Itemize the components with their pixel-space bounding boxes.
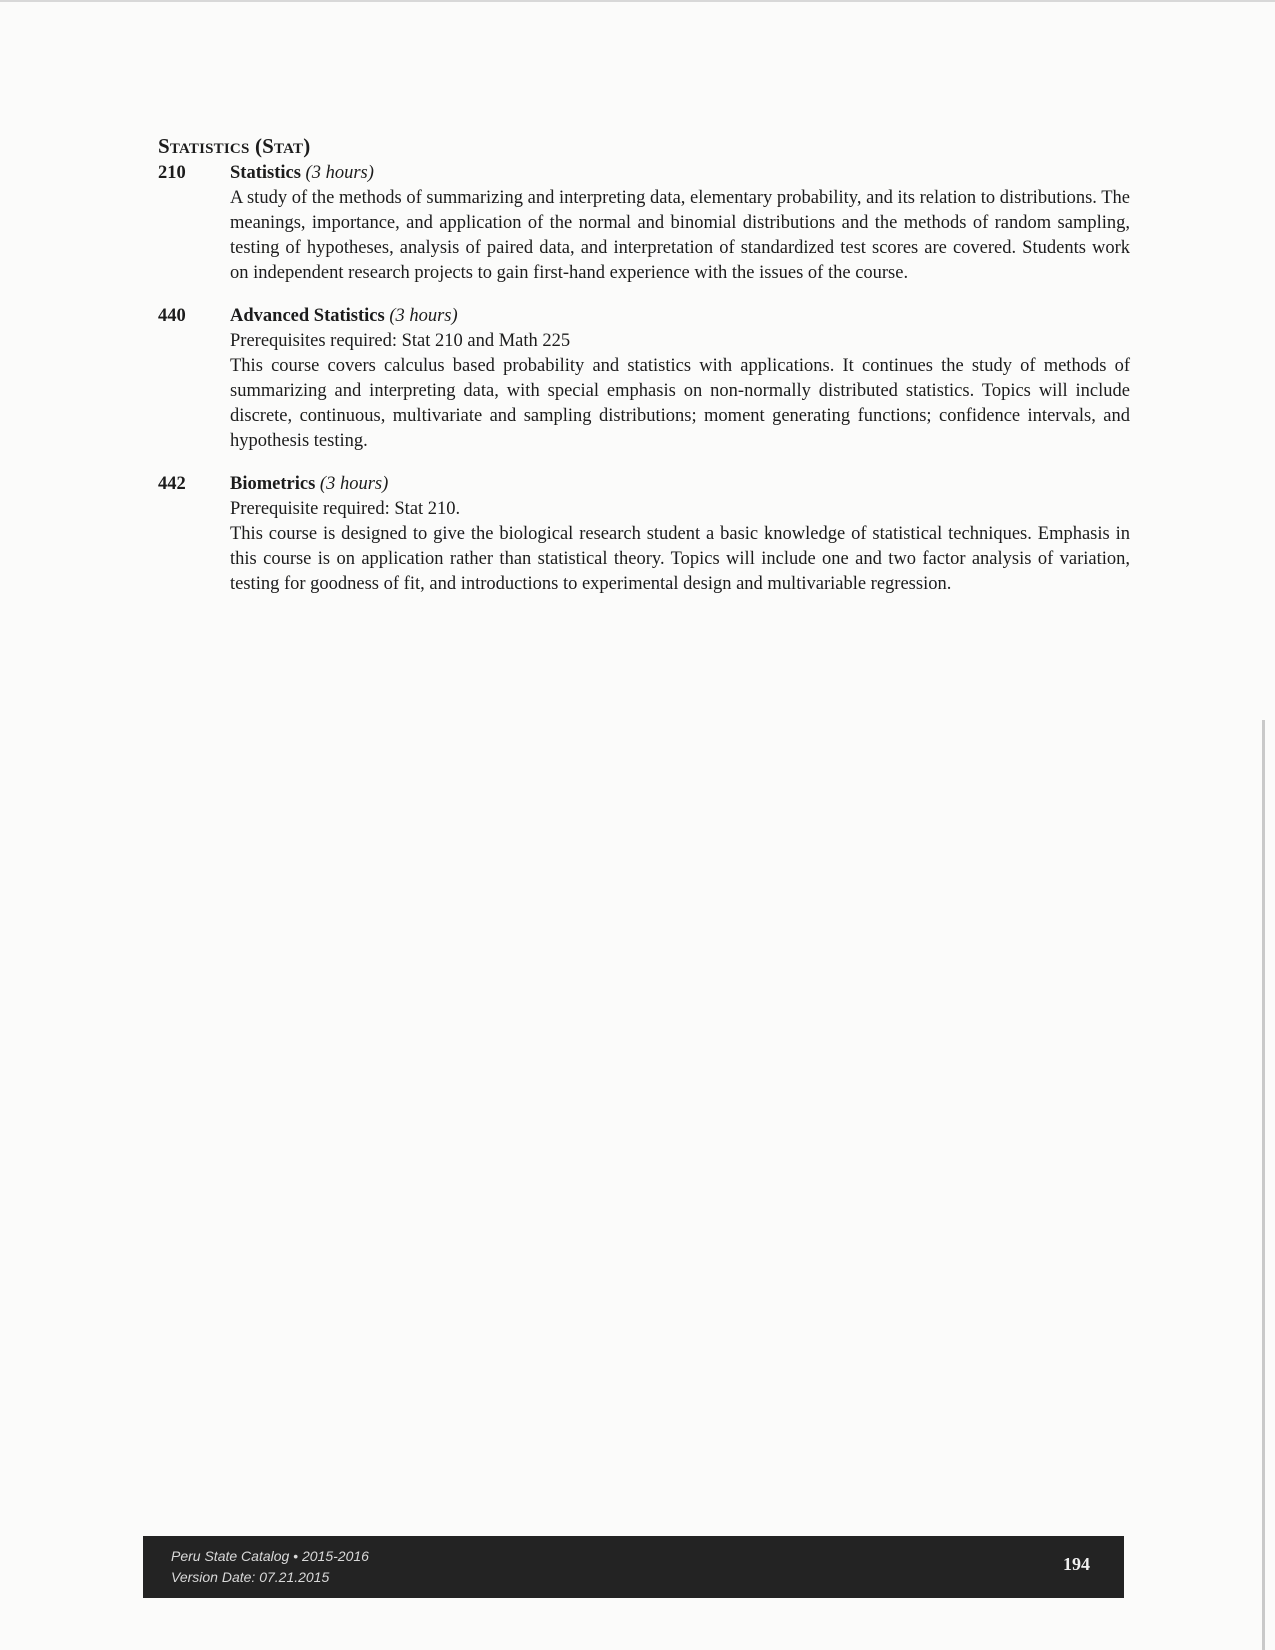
scan-top-edge [0,0,1275,2]
course-description: This course covers calculus based probability and statistics with applications. It continues the study of methods of summarizing and interpreting data, with special emphasis on non-normally distributed statistics. Topics will include discrete, continuous, multivariate and sampling distributions; moment generating functions; confidence intervals, and hypothesis testing. [230,356,1130,451]
course-description: A study of the methods of summarizing and interpreting data, elementary probability, and its relation to distributions. The meanings, importance, and application of the normal and binomial distributions and the methods of random sampling, testing of hypotheses, analysis of paired data, and interpretation of standardized test scores are covered. Students work on independent research projects to gain first-hand experience with the issues of the course. [230,188,1130,283]
footer-catalog-info [171,1546,369,1588]
course-number: 210 [158,163,186,183]
course-number: 442 [158,474,186,494]
course-prerequisites: Prerequisites required: Stat 210 and Math 225 [230,331,571,351]
course-heading [230,304,1130,329]
course-title: Advanced Statistics [230,306,385,326]
section-title: Statistics (Stat) [158,134,311,158]
catalog-content [158,134,1130,615]
course-entry-210 [158,161,1130,286]
course-heading [230,472,1130,497]
course-entry-440 [158,304,1130,454]
course-body [230,161,1130,286]
course-title: Biometrics [230,474,316,494]
course-hours: (3 hours) [389,306,458,326]
course-body [230,304,1130,454]
course-body [230,472,1130,597]
page-number: 194 [1063,1554,1090,1574]
footer-version-date: Version Date: 07.21.2015 [171,1569,330,1585]
footer-catalog-name: Peru State Catalog • 2015-2016 [171,1548,369,1564]
course-entry-442 [158,472,1130,597]
course-hours: (3 hours) [305,163,374,183]
footer-bar [143,1536,1124,1598]
course-hours: (3 hours) [319,474,389,494]
course-prerequisites: Prerequisite required: Stat 210. [230,499,461,519]
course-number: 440 [158,306,186,326]
scan-right-edge [1262,720,1265,1650]
course-description: This course is designed to give the biological research student a basic knowledge of statistical techniques. Emphasis in this course is on application rather than statistical theory. Topics will include one and two factor analysis of variation, testing for goodness of fit, and introductions to experimental design and multivariable regression. [230,524,1130,594]
course-heading [230,161,1130,186]
course-title: Statistics [230,163,301,183]
